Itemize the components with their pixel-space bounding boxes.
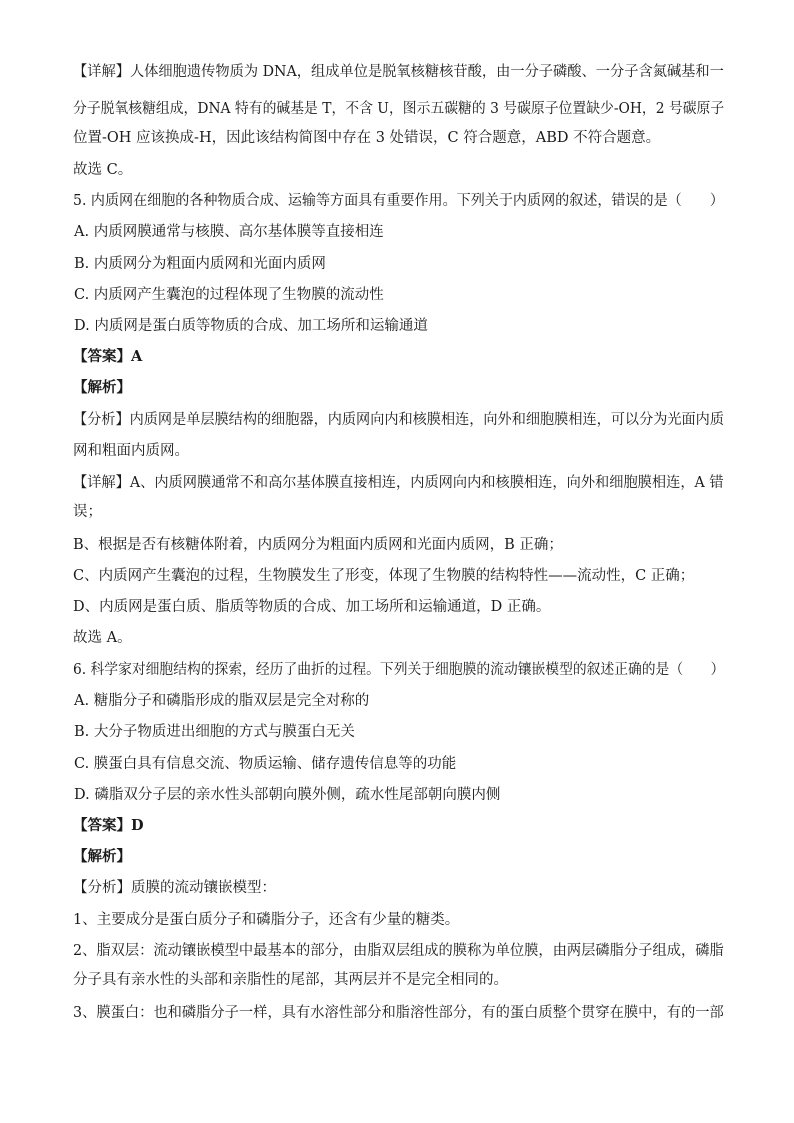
text-line: 1、主要成分是蛋白质分子和磷脂分子，还含有少量的糖类。 <box>73 912 460 928</box>
text-line: 误； <box>73 504 102 520</box>
question-5-option-a: A. 内质网膜通常与核膜、高尔基体膜等直接相连 <box>74 224 384 240</box>
question-5-stem: 5. 内质网在细胞的各种物质合成、运输等方面具有重要作用。下列关于内质网的叙述，错误的是（ ） <box>73 193 724 209</box>
text-line: 分子具有亲水性的头部和亲脂性的尾部，其两层并不是完全相同的。 <box>73 972 508 988</box>
text-line: 【详解】A、内质网膜通常不和高尔基体膜直接相连，内质网向内和核膜相连，向外和细胞膜相连，A 错 <box>73 475 724 491</box>
text-line: B、根据是否有核糖体附着，内质网分为粗面内质网和光面内质网，B 正确； <box>73 537 563 553</box>
text-line: 故选 C。 <box>73 162 133 178</box>
question-6-option-a: A. 糖脂分子和磷脂形成的脂双层是完全对称的 <box>74 693 370 709</box>
text-line: 故选 A。 <box>73 630 132 646</box>
text-line: C、内质网产生囊泡的过程，生物膜发生了形变，体现了生物膜的结构特性——流动性，C 正确； <box>73 568 695 584</box>
text-line: 【详解】人体细胞遗传物质为 DNA，组成单位是脱氧核糖核苷酸，由一分子磷酸、一分子含氮碱基和一 <box>73 64 724 80</box>
question-5-option-c: C. 内质网产生囊泡的过程体现了生物膜的流动性 <box>74 287 384 303</box>
question-5-option-b: B. 内质网分为粗面内质网和光面内质网 <box>74 256 326 272</box>
question-6-option-b: B. 大分子物质进出细胞的方式与膜蛋白无关 <box>74 724 355 740</box>
analysis-heading: 【解析】 <box>73 848 131 865</box>
question-6-option-d: D. 磷脂双分子层的亲水性头部朝向膜外侧，疏水性尾部朝向膜内侧 <box>74 787 501 803</box>
text-line: 位置-OH 应该换成-H，因此该结构简图中存在 3 处错误，C 符合题意，ABD 不符合题意。 <box>73 130 661 146</box>
analysis-heading: 【解析】 <box>73 379 131 396</box>
question-6-option-c: C. 膜蛋白具有信息交流、物质运输、储存遗传信息等的功能 <box>74 756 457 772</box>
text-line: D、内质网是蛋白质、脂质等物质的合成、加工场所和运输通道，D 正确。 <box>73 599 551 615</box>
text-line: 3、膜蛋白：也和磷脂分子一样，具有水溶性部分和脂溶性部分，有的蛋白质整个贯穿在膜中，有的一部 <box>73 1005 724 1021</box>
question-5-option-d: D. 内质网是蛋白质等物质的合成、加工场所和运输通道 <box>74 318 428 334</box>
text-line: 【分析】内质网是单层膜结构的细胞器，内质网向内和核膜相连，向外和细胞膜相连，可以分为光面内质 <box>73 412 724 428</box>
text-line: 分子脱氧核糖组成，DNA 特有的碱基是 T，不含 U，图示五碳糖的 3 号碳原子位置缺少-OH，2 号碳原子 <box>73 101 725 117</box>
answer-label: 【答案】D <box>73 817 144 834</box>
answer-label: 【答案】A <box>73 348 143 365</box>
question-6-stem: 6. 科学家对细胞结构的探索，经历了曲折的过程。下列关于细胞膜的流动镶嵌模型的叙述正确的是（ ） <box>73 662 725 678</box>
text-line: 2、脂双层：流动镶嵌模型中最基本的部分，由脂双层组成的膜称为单位膜，由两层磷脂分子组成，磷脂 <box>73 943 724 959</box>
text-line: 【分析】质膜的流动镶嵌模型： <box>73 880 276 896</box>
text-line: 网和粗面内质网。 <box>73 443 189 459</box>
